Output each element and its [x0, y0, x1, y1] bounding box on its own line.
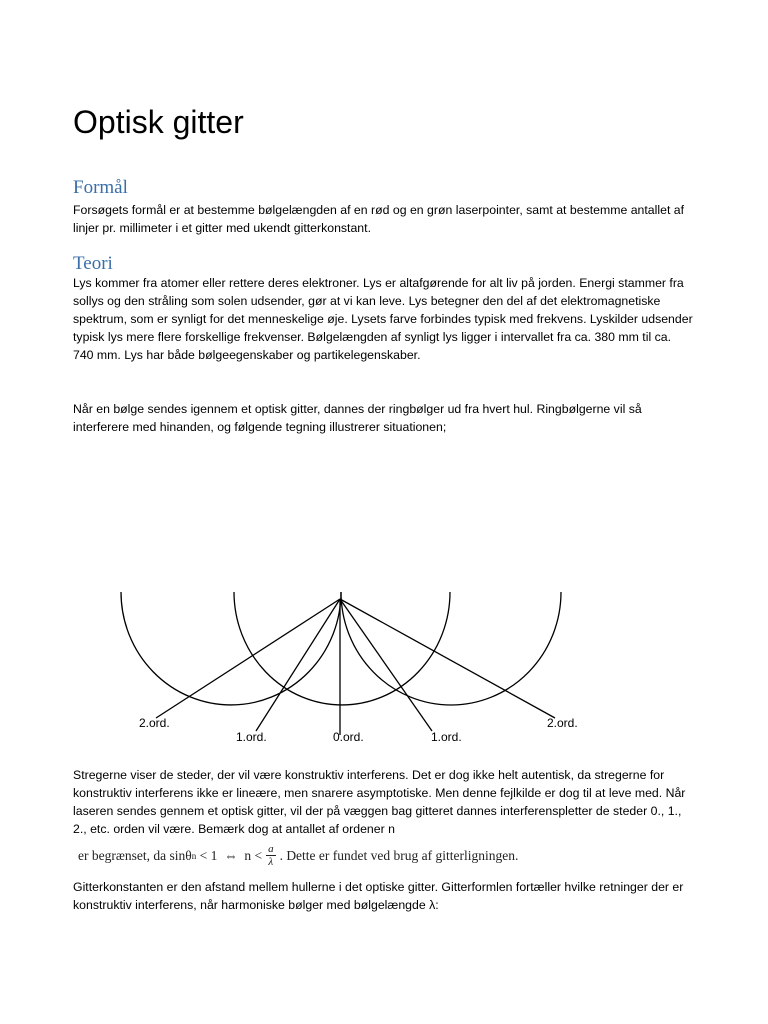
order-line-left-1: [256, 599, 340, 731]
label-0-ord: 0.ord.: [333, 730, 364, 744]
formula-subscript: n: [191, 850, 197, 861]
label-2-ord-left: 2.ord.: [139, 716, 170, 730]
formula-mid: < 1 ⇔ n <: [196, 847, 263, 863]
order-line-right-1: [340, 599, 432, 731]
formula-suffix: . Dette er fundet ved brug af gitterligningen.: [279, 847, 519, 863]
teori-paragraph-3: Stregerne viser de steder, der vil være konstruktiv interferens. Det er dog ikke helt autentisk, da stregerne for konstruktiv interferens ikke er lineære, men snarere asymptotiske. Men denne fejlkilde er dog til at leve med. Når laseren sendes gennem et optisk gitter, vil der på væggen bag gitteret dannes interferenspletter de steder 0., 1., 2., etc. orden vil være. Bemærk dog at antallet af ordener n: [73, 768, 686, 836]
formula-line: [78, 843, 518, 868]
fraction-numerator: a: [268, 843, 274, 855]
label-2-ord-right: 2.ord.: [547, 716, 578, 730]
teori-paragraph-4: Gitterkonstanten er den afstand mellem hullerne i det optiske gitter. Gitterformlen fortæller hvilke retninger der er konstruktiv interferens, når harmoniske bølger med bølgelængde λ:: [73, 880, 684, 912]
label-1-ord-left: 1.ord.: [236, 730, 267, 744]
page-title: Optisk gitter: [73, 104, 244, 140]
teori-paragraph-1: Lys kommer fra atomer eller rettere deres elektroner. Lys er altafgørende for alt liv på jorden. Energi stammer fra sollys og den stråling som solen udsender, gør at vi kan leve. Lys betegner den del af det elektromagnetiske spektrum, som er synligt for det menneskelige øje. Lysets farve forbindes typisk med frekvens. Lyskilder udsender typisk lys mere flere forskellige frekvenser. Bølgelængden af synligt lys ligger i intervallet fra ca. 380 mm til ca. 740 mm. Lys har både bølgeegenskaber og partikelegenskaber.: [73, 276, 693, 362]
label-1-ord-right: 1.ord.: [431, 730, 462, 744]
teori-paragraph-2: Når en bølge sendes igennem et optisk gitter, dannes der ringbølger ud fra hvert hul. Ringbølgerne vil så interferere med hinanden, og følgende tegning illustrerer situationen;: [73, 402, 642, 434]
formaal-paragraph: Forsøgets formål er at bestemme bølgelængden af en rød og en grøn laserpointer, samt at bestemme antallet af linjer pr. millimeter i et gitter med ukendt gitterkonstant.: [73, 203, 685, 235]
section-heading-formaal: Formål: [73, 177, 128, 198]
fraction-denominator: λ: [268, 856, 274, 868]
formula-fraction: [266, 843, 276, 868]
section-heading-teori: Teori: [73, 253, 113, 274]
formula-prefix: er begrænset, da sinθ: [78, 847, 192, 863]
